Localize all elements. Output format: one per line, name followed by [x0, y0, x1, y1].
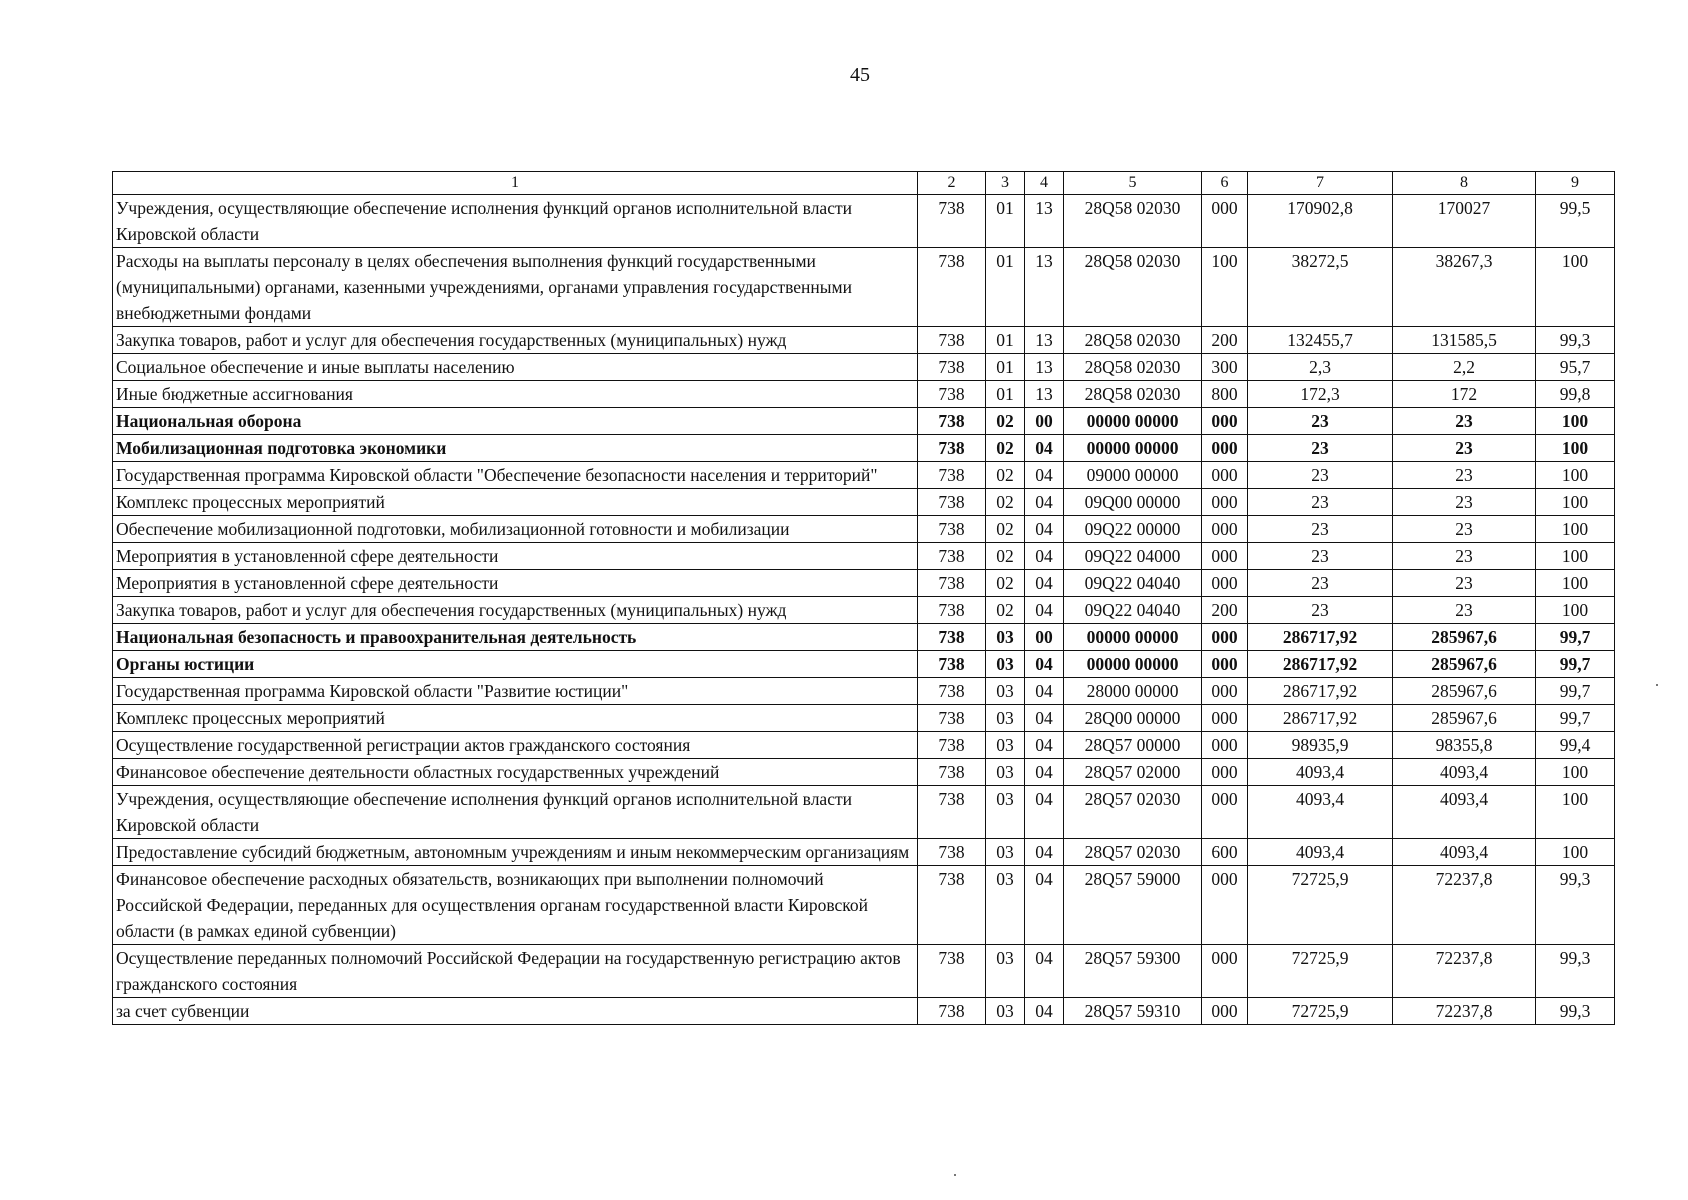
cell-planned: 23 — [1248, 543, 1393, 570]
cell-planned: 286717,92 — [1248, 705, 1393, 732]
cell-subsection: 04 — [1025, 543, 1064, 570]
cell-expense-type: 000 — [1202, 435, 1248, 462]
cell-subsection: 04 — [1025, 759, 1064, 786]
table-row — [113, 408, 1615, 435]
cell-expense-type: 200 — [1202, 597, 1248, 624]
table-row — [113, 435, 1615, 462]
cell-percent: 100 — [1536, 248, 1615, 327]
cell-admin-code: 738 — [918, 408, 986, 435]
cell-executed: 23 — [1393, 435, 1536, 462]
table-row — [113, 354, 1615, 381]
cell-subsection: 13 — [1025, 248, 1064, 327]
cell-target-article: 09Q22 04040 — [1064, 570, 1202, 597]
cell-expense-type: 000 — [1202, 462, 1248, 489]
cell-planned: 4093,4 — [1248, 839, 1393, 866]
cell-admin-code: 738 — [918, 516, 986, 543]
cell-name: Национальная оборона — [113, 408, 918, 435]
cell-subsection: 04 — [1025, 705, 1064, 732]
table-row — [113, 543, 1615, 570]
header-cell-executed: 8 — [1393, 172, 1536, 195]
cell-admin-code: 738 — [918, 381, 986, 408]
cell-planned: 72725,9 — [1248, 998, 1393, 1025]
cell-name: Учреждения, осуществляющие обеспечение исполнения функций органов исполнительной власти Кировской области — [113, 195, 918, 248]
cell-admin-code: 738 — [918, 759, 986, 786]
cell-percent: 100 — [1536, 543, 1615, 570]
cell-name: Мероприятия в установленной сфере деятельности — [113, 570, 918, 597]
cell-expense-type: 000 — [1202, 516, 1248, 543]
cell-planned: 286717,92 — [1248, 651, 1393, 678]
cell-subsection: 04 — [1025, 651, 1064, 678]
table-row — [113, 651, 1615, 678]
cell-subsection: 04 — [1025, 489, 1064, 516]
cell-executed: 23 — [1393, 489, 1536, 516]
table-row — [113, 786, 1615, 839]
cell-planned: 286717,92 — [1248, 678, 1393, 705]
cell-planned: 23 — [1248, 462, 1393, 489]
cell-expense-type: 000 — [1202, 489, 1248, 516]
cell-name: Мероприятия в установленной сфере деятельности — [113, 543, 918, 570]
cell-admin-code: 738 — [918, 732, 986, 759]
cell-section: 01 — [986, 354, 1025, 381]
cell-planned: 286717,92 — [1248, 624, 1393, 651]
cell-executed: 72237,8 — [1393, 866, 1536, 945]
cell-target-article: 09Q22 00000 — [1064, 516, 1202, 543]
cell-name: Социальное обеспечение и иные выплаты населению — [113, 354, 918, 381]
header-cell-percent: 9 — [1536, 172, 1615, 195]
cell-admin-code: 738 — [918, 327, 986, 354]
cell-percent: 100 — [1536, 839, 1615, 866]
cell-executed: 23 — [1393, 597, 1536, 624]
cell-admin-code: 738 — [918, 624, 986, 651]
cell-executed: 4093,4 — [1393, 759, 1536, 786]
cell-percent: 99,3 — [1536, 327, 1615, 354]
cell-executed: 72237,8 — [1393, 945, 1536, 998]
cell-percent: 95,7 — [1536, 354, 1615, 381]
cell-subsection: 13 — [1025, 327, 1064, 354]
cell-executed: 170027 — [1393, 195, 1536, 248]
cell-name: Закупка товаров, работ и услуг для обеспечения государственных (муниципальных) нужд — [113, 327, 918, 354]
cell-expense-type: 600 — [1202, 839, 1248, 866]
cell-expense-type: 000 — [1202, 705, 1248, 732]
cell-target-article: 28Q58 02030 — [1064, 195, 1202, 248]
cell-percent: 99,7 — [1536, 705, 1615, 732]
cell-subsection: 04 — [1025, 866, 1064, 945]
table-row — [113, 705, 1615, 732]
cell-section: 02 — [986, 543, 1025, 570]
cell-executed: 285967,6 — [1393, 705, 1536, 732]
cell-target-article: 28Q58 02030 — [1064, 327, 1202, 354]
cell-planned: 4093,4 — [1248, 759, 1393, 786]
cell-planned: 23 — [1248, 408, 1393, 435]
cell-target-article: 09Q22 04040 — [1064, 597, 1202, 624]
cell-planned: 72725,9 — [1248, 945, 1393, 998]
header-cell-expense-type: 6 — [1202, 172, 1248, 195]
cell-name: Национальная безопасность и правоохранительная деятельность — [113, 624, 918, 651]
cell-target-article: 28Q57 02030 — [1064, 786, 1202, 839]
cell-expense-type: 000 — [1202, 570, 1248, 597]
table-row — [113, 195, 1615, 248]
cell-executed: 4093,4 — [1393, 786, 1536, 839]
cell-executed: 72237,8 — [1393, 998, 1536, 1025]
cell-section: 03 — [986, 786, 1025, 839]
cell-subsection: 04 — [1025, 597, 1064, 624]
cell-executed: 23 — [1393, 408, 1536, 435]
cell-name: Финансовое обеспечение деятельности областных государственных учреждений — [113, 759, 918, 786]
cell-section: 01 — [986, 195, 1025, 248]
cell-section: 02 — [986, 462, 1025, 489]
cell-admin-code: 738 — [918, 651, 986, 678]
cell-executed: 285967,6 — [1393, 651, 1536, 678]
cell-expense-type: 000 — [1202, 866, 1248, 945]
cell-percent: 99,7 — [1536, 651, 1615, 678]
cell-executed: 23 — [1393, 543, 1536, 570]
table-row — [113, 732, 1615, 759]
cell-planned: 4093,4 — [1248, 786, 1393, 839]
cell-target-article: 28000 00000 — [1064, 678, 1202, 705]
cell-admin-code: 738 — [918, 248, 986, 327]
cell-subsection: 04 — [1025, 462, 1064, 489]
cell-expense-type: 800 — [1202, 381, 1248, 408]
header-row — [113, 172, 1615, 195]
cell-section: 03 — [986, 732, 1025, 759]
budget-table — [112, 171, 1615, 1025]
cell-section: 01 — [986, 327, 1025, 354]
cell-subsection: 04 — [1025, 786, 1064, 839]
cell-name: Осуществление переданных полномочий Российской Федерации на государственную регистрацию актов гражданского состояния — [113, 945, 918, 998]
cell-name: Иные бюджетные ассигнования — [113, 381, 918, 408]
cell-section: 01 — [986, 248, 1025, 327]
table-row — [113, 998, 1615, 1025]
cell-expense-type: 000 — [1202, 624, 1248, 651]
table-row — [113, 381, 1615, 408]
table-row — [113, 462, 1615, 489]
cell-subsection: 04 — [1025, 516, 1064, 543]
cell-target-article: 28Q58 02030 — [1064, 248, 1202, 327]
cell-planned: 23 — [1248, 435, 1393, 462]
table-row — [113, 248, 1615, 327]
cell-subsection: 04 — [1025, 945, 1064, 998]
cell-target-article: 09000 00000 — [1064, 462, 1202, 489]
cell-planned: 23 — [1248, 516, 1393, 543]
table-row — [113, 839, 1615, 866]
cell-expense-type: 000 — [1202, 678, 1248, 705]
table-row — [113, 516, 1615, 543]
cell-percent: 100 — [1536, 489, 1615, 516]
cell-expense-type: 000 — [1202, 759, 1248, 786]
cell-section: 03 — [986, 839, 1025, 866]
cell-percent: 99,7 — [1536, 678, 1615, 705]
cell-admin-code: 738 — [918, 489, 986, 516]
cell-subsection: 04 — [1025, 435, 1064, 462]
cell-subsection: 13 — [1025, 381, 1064, 408]
cell-name: Обеспечение мобилизационной подготовки, мобилизационной готовности и мобилизации — [113, 516, 918, 543]
cell-section: 02 — [986, 597, 1025, 624]
cell-name: Предоставление субсидий бюджетным, автономным учреждениям и иным некоммерческим организациям — [113, 839, 918, 866]
cell-name: Учреждения, осуществляющие обеспечение исполнения функций органов исполнительной власти Кировской области — [113, 786, 918, 839]
cell-name: Государственная программа Кировской области "Развитие юстиции" — [113, 678, 918, 705]
cell-percent: 99,5 — [1536, 195, 1615, 248]
cell-expense-type: 000 — [1202, 786, 1248, 839]
cell-admin-code: 738 — [918, 435, 986, 462]
cell-percent: 100 — [1536, 516, 1615, 543]
cell-planned: 23 — [1248, 570, 1393, 597]
header-cell-name: 1 — [113, 172, 918, 195]
cell-percent: 99,7 — [1536, 624, 1615, 651]
cell-expense-type: 000 — [1202, 998, 1248, 1025]
cell-target-article: 28Q58 02030 — [1064, 354, 1202, 381]
header-cell-admin-code: 2 — [918, 172, 986, 195]
cell-name: Финансовое обеспечение расходных обязательств, возникающих при выполнении полномочий Российской Федерации, переданных для осуществления органам государственной власти Кировской области (в рамках единой субвенции) — [113, 866, 918, 945]
cell-planned: 2,3 — [1248, 354, 1393, 381]
cell-section: 03 — [986, 759, 1025, 786]
cell-subsection: 13 — [1025, 195, 1064, 248]
table-row — [113, 759, 1615, 786]
cell-target-article: 28Q57 02030 — [1064, 839, 1202, 866]
cell-percent: 100 — [1536, 759, 1615, 786]
cell-admin-code: 738 — [918, 570, 986, 597]
cell-name: Государственная программа Кировской области "Обеспечение безопасности населения и территорий" — [113, 462, 918, 489]
cell-executed: 38267,3 — [1393, 248, 1536, 327]
cell-percent: 100 — [1536, 597, 1615, 624]
cell-target-article: 00000 00000 — [1064, 408, 1202, 435]
cell-expense-type: 000 — [1202, 651, 1248, 678]
cell-section: 02 — [986, 489, 1025, 516]
cell-planned: 170902,8 — [1248, 195, 1393, 248]
cell-subsection: 04 — [1025, 998, 1064, 1025]
cell-target-article: 00000 00000 — [1064, 435, 1202, 462]
cell-name: за счет субвенции — [113, 998, 918, 1025]
cell-name: Комплекс процессных мероприятий — [113, 705, 918, 732]
cell-executed: 172 — [1393, 381, 1536, 408]
cell-section: 03 — [986, 866, 1025, 945]
cell-section: 03 — [986, 998, 1025, 1025]
cell-section: 02 — [986, 516, 1025, 543]
cell-admin-code: 738 — [918, 786, 986, 839]
cell-target-article: 28Q57 59310 — [1064, 998, 1202, 1025]
cell-percent: 100 — [1536, 435, 1615, 462]
cell-name: Органы юстиции — [113, 651, 918, 678]
cell-subsection: 13 — [1025, 354, 1064, 381]
table-row — [113, 570, 1615, 597]
cell-admin-code: 738 — [918, 354, 986, 381]
cell-percent: 99,3 — [1536, 998, 1615, 1025]
cell-section: 01 — [986, 381, 1025, 408]
cell-percent: 100 — [1536, 408, 1615, 435]
cell-admin-code: 738 — [918, 705, 986, 732]
table-row — [113, 866, 1615, 945]
header-cell-target-article: 5 — [1064, 172, 1202, 195]
cell-admin-code: 738 — [918, 839, 986, 866]
cell-target-article: 00000 00000 — [1064, 651, 1202, 678]
table-row — [113, 945, 1615, 998]
table-row — [113, 678, 1615, 705]
cell-percent: 99,4 — [1536, 732, 1615, 759]
cell-percent: 99,3 — [1536, 945, 1615, 998]
cell-target-article: 09Q00 00000 — [1064, 489, 1202, 516]
cell-percent: 100 — [1536, 462, 1615, 489]
cell-expense-type: 000 — [1202, 408, 1248, 435]
cell-admin-code: 738 — [918, 866, 986, 945]
cell-subsection: 00 — [1025, 624, 1064, 651]
cell-target-article: 28Q57 00000 — [1064, 732, 1202, 759]
cell-subsection: 04 — [1025, 732, 1064, 759]
cell-target-article: 28Q00 00000 — [1064, 705, 1202, 732]
table-row — [113, 489, 1615, 516]
cell-admin-code: 738 — [918, 597, 986, 624]
header-cell-planned: 7 — [1248, 172, 1393, 195]
cell-target-article: 28Q57 59300 — [1064, 945, 1202, 998]
cell-expense-type: 000 — [1202, 945, 1248, 998]
scan-speck — [1656, 684, 1658, 686]
cell-percent: 99,8 — [1536, 381, 1615, 408]
cell-section: 02 — [986, 408, 1025, 435]
cell-admin-code: 738 — [918, 998, 986, 1025]
cell-target-article: 28Q58 02030 — [1064, 381, 1202, 408]
cell-executed: 285967,6 — [1393, 678, 1536, 705]
cell-section: 02 — [986, 570, 1025, 597]
cell-admin-code: 738 — [918, 462, 986, 489]
cell-section: 03 — [986, 705, 1025, 732]
cell-admin-code: 738 — [918, 945, 986, 998]
cell-target-article: 28Q57 02000 — [1064, 759, 1202, 786]
scan-speck — [954, 1174, 956, 1176]
cell-executed: 23 — [1393, 570, 1536, 597]
cell-expense-type: 000 — [1202, 195, 1248, 248]
table-row — [113, 327, 1615, 354]
cell-section: 03 — [986, 945, 1025, 998]
cell-name: Осуществление государственной регистрации актов гражданского состояния — [113, 732, 918, 759]
cell-name: Комплекс процессных мероприятий — [113, 489, 918, 516]
cell-executed: 23 — [1393, 516, 1536, 543]
cell-executed: 4093,4 — [1393, 839, 1536, 866]
cell-expense-type: 000 — [1202, 543, 1248, 570]
table-row — [113, 597, 1615, 624]
cell-percent: 99,3 — [1536, 866, 1615, 945]
cell-planned: 172,3 — [1248, 381, 1393, 408]
header-cell-subsection: 4 — [1025, 172, 1064, 195]
cell-percent: 100 — [1536, 786, 1615, 839]
page-number: 45 — [850, 64, 870, 86]
cell-subsection: 04 — [1025, 570, 1064, 597]
cell-name: Мобилизационная подготовка экономики — [113, 435, 918, 462]
cell-executed: 131585,5 — [1393, 327, 1536, 354]
cell-executed: 2,2 — [1393, 354, 1536, 381]
cell-planned: 23 — [1248, 597, 1393, 624]
table-row — [113, 624, 1615, 651]
cell-section: 02 — [986, 435, 1025, 462]
cell-planned: 132455,7 — [1248, 327, 1393, 354]
cell-subsection: 04 — [1025, 678, 1064, 705]
cell-executed: 98355,8 — [1393, 732, 1536, 759]
cell-name: Закупка товаров, работ и услуг для обеспечения государственных (муниципальных) нужд — [113, 597, 918, 624]
cell-percent: 100 — [1536, 570, 1615, 597]
cell-admin-code: 738 — [918, 195, 986, 248]
cell-target-article: 00000 00000 — [1064, 624, 1202, 651]
cell-target-article: 28Q57 59000 — [1064, 866, 1202, 945]
cell-section: 03 — [986, 651, 1025, 678]
cell-executed: 23 — [1393, 462, 1536, 489]
cell-planned: 38272,5 — [1248, 248, 1393, 327]
cell-section: 03 — [986, 624, 1025, 651]
cell-admin-code: 738 — [918, 543, 986, 570]
cell-executed: 285967,6 — [1393, 624, 1536, 651]
cell-section: 03 — [986, 678, 1025, 705]
cell-name: Расходы на выплаты персоналу в целях обеспечения выполнения функций государственными (муниципальными) органами, казенными учреждениями, органами управления государственными внебюджетными фондами — [113, 248, 918, 327]
cell-expense-type: 200 — [1202, 327, 1248, 354]
header-cell-section: 3 — [986, 172, 1025, 195]
cell-expense-type: 300 — [1202, 354, 1248, 381]
cell-planned: 98935,9 — [1248, 732, 1393, 759]
cell-expense-type: 100 — [1202, 248, 1248, 327]
cell-expense-type: 000 — [1202, 732, 1248, 759]
cell-admin-code: 738 — [918, 678, 986, 705]
cell-planned: 72725,9 — [1248, 866, 1393, 945]
cell-planned: 23 — [1248, 489, 1393, 516]
cell-subsection: 00 — [1025, 408, 1064, 435]
cell-target-article: 09Q22 04000 — [1064, 543, 1202, 570]
cell-subsection: 04 — [1025, 839, 1064, 866]
